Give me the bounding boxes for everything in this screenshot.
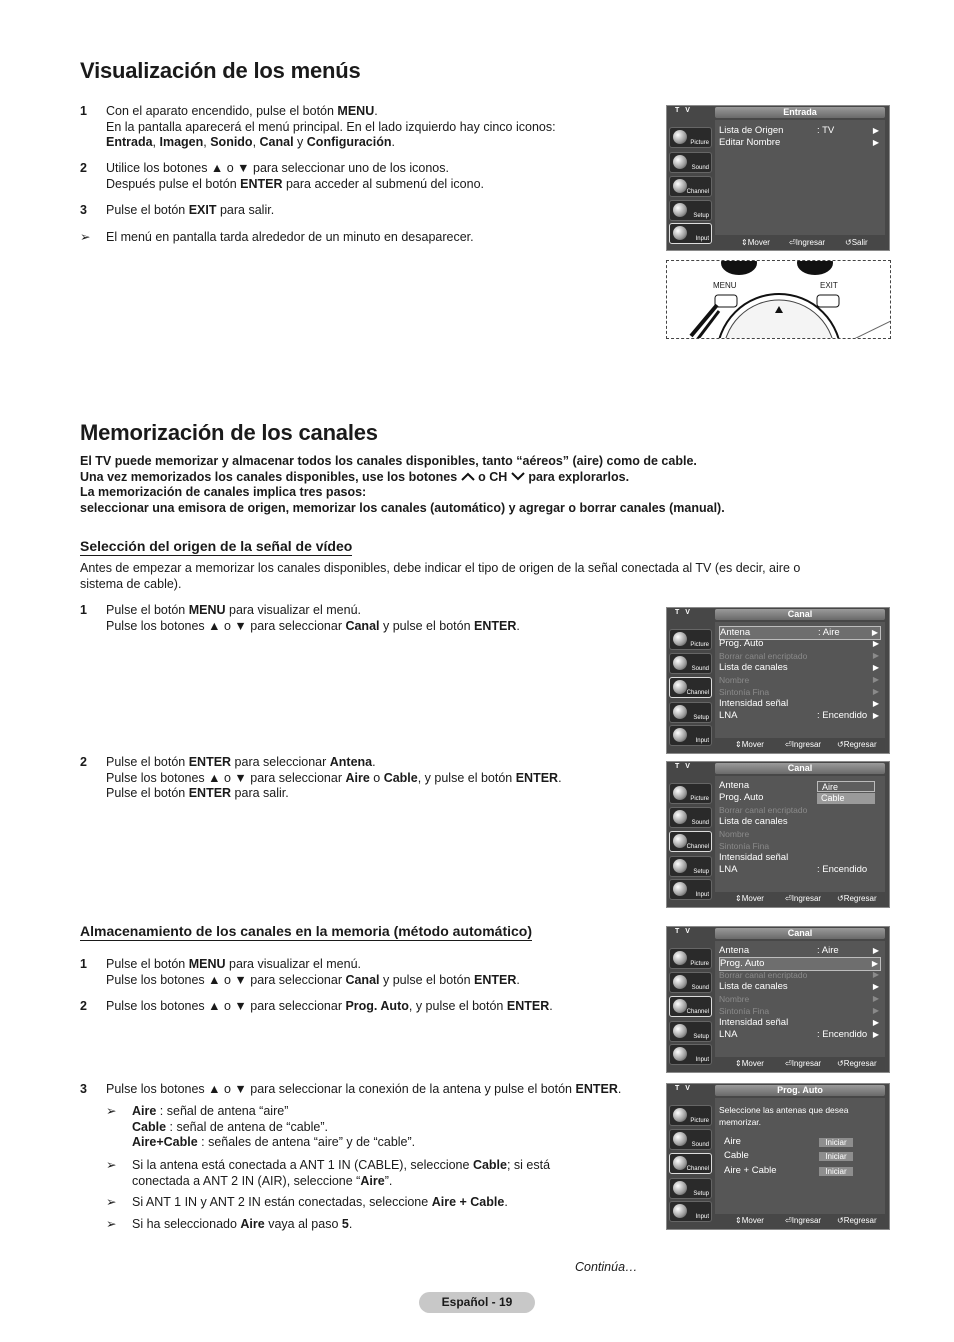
canal-row[interactable]: LNA : Encendido (719, 864, 868, 875)
osd-entrada: T V Entrada Picture Sound Channel Setup Input Lista de Origen : TV ▶ Editar Nombre ▶ ⇕ Mover ⏎ Ingresar ↺ Salir (666, 105, 890, 251)
picture-icon: Picture (669, 127, 712, 148)
origen-text: Antes de empezar a memorizar los canales disponibles, debe indicar el tipo de origen de la señal conectada al TV (es decir, aire o sistema de cable). (80, 561, 801, 591)
canal-row[interactable]: Lista de canales (719, 816, 788, 827)
iniciar-cable-button[interactable]: Iniciar (819, 1152, 853, 1161)
chevron-up-icon (461, 472, 475, 481)
canal-row[interactable]: Antena (719, 780, 750, 791)
canal-row[interactable]: Prog. Auto ▶ (719, 638, 879, 649)
sound-icon: Sound (669, 972, 712, 993)
continua-label: Continúa… (575, 1260, 638, 1274)
osd-canal-2: T V Canal Picture Sound Channel Setup Input Antena Prog. Auto Borrar canal encriptado Lista de canales Nombre Sintonía Fina Intensidad señal LNA : Encendido Aire Cable ⇕ Mover ⏎ Ingresar ↺ Regresar (666, 761, 890, 908)
canal-row[interactable]: Nombre ▶ (719, 994, 879, 1004)
subtitle-origen: Selección del origen de la señal de vídeo (80, 538, 353, 554)
canal-row[interactable]: Prog. Auto (719, 792, 764, 803)
exit-button-label: EXIT (820, 281, 838, 290)
canal-row[interactable]: Lista de canales ▶ (719, 981, 879, 992)
input-icon: Input (669, 725, 712, 746)
channel-icon: Channel (669, 831, 712, 852)
canal-row[interactable]: Borrar canal encriptado ▶ (719, 970, 879, 980)
canal-row[interactable]: Sintonía Fina ▶ (719, 1006, 879, 1016)
setup-icon: Setup (669, 200, 712, 221)
sound-icon: Sound (669, 807, 712, 828)
channel-icon: Channel (669, 1153, 712, 1174)
canal-row[interactable]: Prog. Auto ▶ (719, 957, 881, 971)
osd-prog-auto: T V Prog. Auto Picture Sound Channel Setup Input Seleccione las antenas que desea memorizar. Aire Iniciar Cable Iniciar Aire + Cable Iniciar ⇕ Mover ⏎ Ingresar ↺ Regresar (666, 1083, 890, 1230)
channel-icon: Channel (669, 677, 712, 698)
section-title-menus: Visualización de los menús (80, 58, 361, 83)
chevron-down-icon (511, 472, 525, 481)
intro-text: El TV puede memorizar y almacenar todos los canales disponibles, tanto “aéreos” (aire) como de cable. Una vez memorizados los canales disponibles, use los botones o CH para explorarlos. La memorización de canales implica tres pasos: seleccionar una emisora de origen, memorizar los canales (automático) y agregar o borrar canales (manual). (80, 454, 725, 515)
canal-row[interactable]: Antena : Aire ▶ (719, 945, 879, 956)
canal-row[interactable]: Sintonía Fina (719, 841, 770, 851)
dropdown-cable[interactable]: Cable (817, 793, 875, 804)
canal-row[interactable]: LNA : Encendido ▶ (719, 710, 879, 721)
page-number-badge: Español - 19 (419, 1292, 535, 1313)
osd-canal-3: T V Canal Picture Sound Channel Setup Input Antena : Aire ▶ Prog. Auto ▶ Borrar canal encriptado ▶ Lista de canales ▶ Nombre ▶ Sintonía Fina ▶ Intensidad señal ▶ LNA : Encendido ▶ ⇕ Mover ⏎ Ingresar ↺ Regresar (666, 926, 890, 1073)
input-icon: Input (669, 1201, 712, 1222)
sound-icon: Sound (669, 1129, 712, 1150)
section-title-canales: Memorización de los canales (80, 420, 378, 445)
canal-row[interactable]: Borrar canal encriptado (719, 805, 808, 815)
setup-icon: Setup (669, 1178, 712, 1199)
canal-row[interactable]: Intensidad señal ▶ (719, 698, 879, 709)
input-icon: Input (669, 879, 712, 900)
dropdown-aire[interactable]: Aire (817, 781, 875, 792)
canal-row[interactable]: Sintonía Fina ▶ (719, 687, 879, 697)
picture-icon: Picture (669, 783, 712, 804)
input-icon: Input (669, 1044, 712, 1065)
sound-icon: Sound (669, 653, 712, 674)
setup-icon: Setup (669, 856, 712, 877)
arrow-icon: ➢ (80, 230, 91, 244)
subtitle-automatico: Almacenamiento de los canales en la memoria (método automático) (80, 923, 533, 939)
remote-illustration (666, 260, 891, 339)
canal-row[interactable]: Antena : Aire ▶ (719, 626, 881, 640)
picture-icon: Picture (669, 1105, 712, 1126)
canal-row[interactable]: LNA : Encendido ▶ (719, 1029, 879, 1040)
channel-icon: Channel (669, 996, 712, 1017)
osd-canal-1: T V Canal Picture Sound Channel Setup Input Antena : Aire ▶ Prog. Auto ▶ Borrar canal encriptado ▶ Lista de canales ▶ Nombre ▶ Sintonía Fina ▶ Intensidad señal ▶ LNA : Encendido ▶ ⇕ Mover ⏎ Ingresar ↺ Regresar (666, 607, 890, 754)
menu-button-label: MENU (713, 281, 737, 290)
iniciar-aire-cable-button[interactable]: Iniciar (819, 1167, 853, 1176)
canal-row[interactable]: Lista de canales ▶ (719, 662, 879, 673)
canal-row[interactable]: Intensidad señal ▶ (719, 1017, 879, 1028)
sound-icon: Sound (669, 152, 712, 173)
canal-row[interactable]: Nombre ▶ (719, 675, 879, 685)
picture-icon: Picture (669, 629, 712, 650)
picture-icon: Picture (669, 948, 712, 969)
input-icon: Input (669, 223, 712, 244)
canal-row[interactable]: Borrar canal encriptado ▶ (719, 651, 879, 661)
channel-icon: Channel (669, 176, 712, 197)
setup-icon: Setup (669, 1021, 712, 1042)
setup-icon: Setup (669, 702, 712, 723)
canal-row[interactable]: Nombre (719, 829, 750, 839)
canal-row[interactable]: Intensidad señal (719, 852, 789, 863)
iniciar-aire-button[interactable]: Iniciar (819, 1138, 853, 1147)
